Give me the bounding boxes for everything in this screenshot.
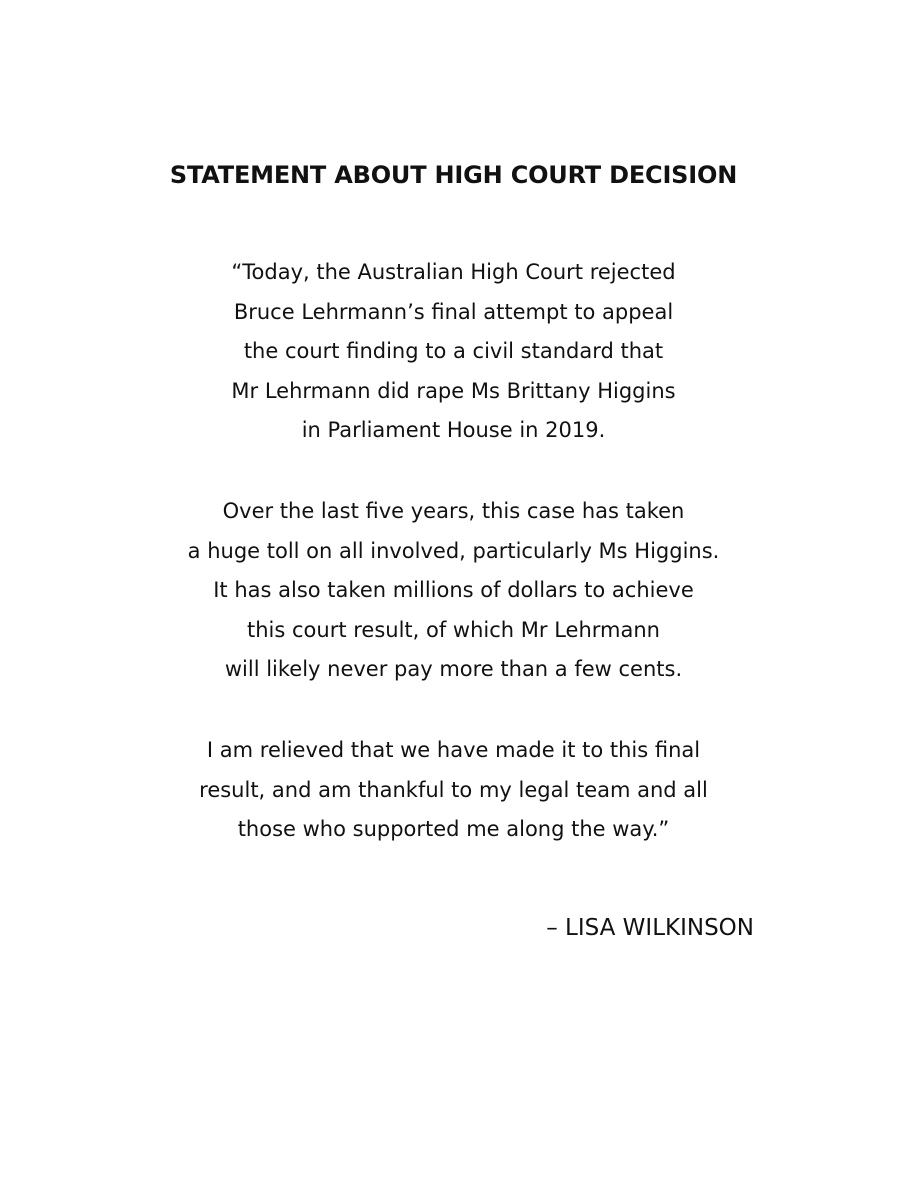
statement-paragraph-1 (0, 253, 907, 451)
paragraph-line: I am relieved that we have made it to this final (206, 738, 701, 762)
statement-paragraph-2 (0, 492, 907, 690)
statement-title: STATEMENT ABOUT HIGH COURT DECISION (169, 161, 738, 189)
paragraph-line: Mr Lehrmann did rape Ms Brittany Higgins (231, 378, 676, 403)
paragraph-line: Bruce Lehrmann’s final attempt to appeal (233, 299, 674, 324)
statement-paragraph-3 (0, 731, 907, 850)
paragraph-line: this court result, of which Mr Lehrmann (247, 617, 660, 642)
paragraph-line: “Today, the Australian High Court rejected (231, 260, 676, 284)
paragraph-line: those who supported me along the way.” (237, 817, 670, 841)
paragraph-line: in Parliament House in 2019. (301, 418, 606, 442)
statement-signature: – LISA WILKINSON (546, 915, 754, 941)
paragraph-line: Over the last five years, this case has taken (222, 499, 685, 523)
paragraph-line: the court finding to a civil standard that (243, 339, 664, 363)
paragraph-line: result, and am thankful to my legal team and all (199, 777, 708, 802)
paragraph-line: a huge toll on all involved, particularly Ms Higgins. (187, 538, 720, 563)
paragraph-line: will likely never pay more than a few cents. (224, 657, 683, 681)
paragraph-line: It has also taken millions of dollars to achieve (213, 578, 694, 602)
